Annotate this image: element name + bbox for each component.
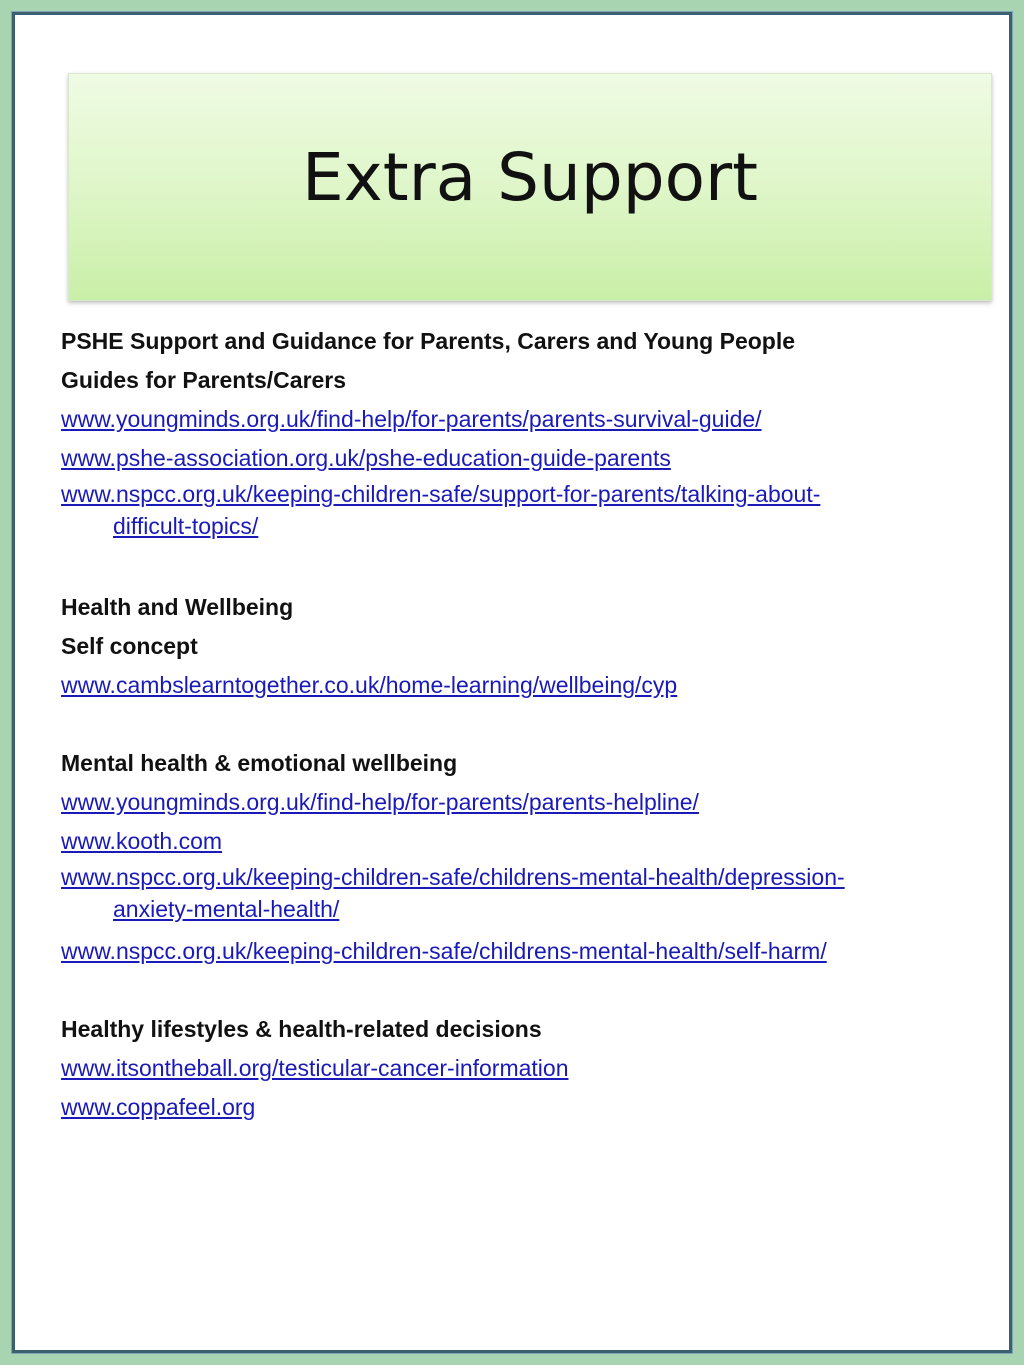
intro-heading: PSHE Support and Guidance for Parents, Carers and Young People <box>61 328 796 354</box>
cambslearntogether-link[interactable]: www.cambslearntogether.co.uk/home-learning/wellbeing/cyp <box>61 672 678 698</box>
title-banner <box>68 73 992 301</box>
lifestyle-heading: Healthy lifestyles & health-related decisions <box>61 1016 542 1042</box>
pshe-association-link[interactable]: www.pshe-association.org.uk/pshe-education-guide-parents <box>61 445 671 471</box>
intro-subheading: Guides for Parents/Carers <box>61 367 347 393</box>
slide-page <box>12 12 1012 1353</box>
page-title: Extra Support <box>301 138 759 216</box>
nspcc-self-harm-link[interactable]: www.nspcc.org.uk/keeping-children-safe/childrens-mental-health/self-harm/ <box>61 938 827 964</box>
itsontheball-link[interactable]: www.itsontheball.org/testicular-cancer-information <box>61 1055 569 1081</box>
nspcc-difficult-topics-link[interactable]: www.nspcc.org.uk/keeping-children-safe/support-for-parents/talking-about- <box>61 481 821 507</box>
kooth-link[interactable]: www.kooth.com <box>61 828 223 854</box>
spacer <box>61 705 961 744</box>
spacer <box>61 971 961 1010</box>
content-area <box>61 322 961 1127</box>
youngminds-survival-guide-link[interactable]: www.youngminds.org.uk/find-help/for-parents/parents-survival-guide/ <box>61 406 762 432</box>
health-heading: Health and Wellbeing <box>61 594 294 620</box>
nspcc-depression-anxiety-link[interactable]: www.nspcc.org.uk/keeping-children-safe/childrens-mental-health/depression- <box>61 864 845 890</box>
nspcc-depression-anxiety-link-continued[interactable]: anxiety-mental-health/ <box>113 896 340 922</box>
spacer <box>61 549 961 588</box>
youngminds-helpline-link[interactable]: www.youngminds.org.uk/find-help/for-parents/parents-helpline/ <box>61 789 699 815</box>
mental-health-heading: Mental health & emotional wellbeing <box>61 750 458 776</box>
nspcc-difficult-topics-link-continued[interactable]: difficult-topics/ <box>113 513 259 539</box>
coppafeel-link[interactable]: www.coppafeel.org <box>61 1094 256 1120</box>
health-subheading: Self concept <box>61 633 198 659</box>
